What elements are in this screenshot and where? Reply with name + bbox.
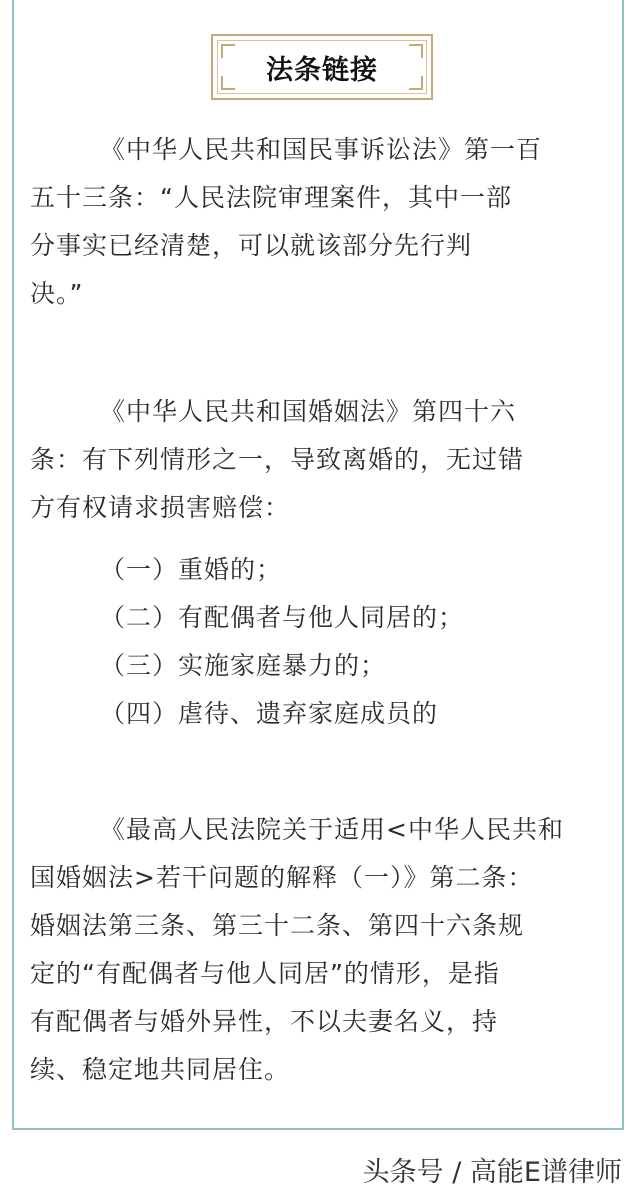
text-line: 条：有下列情形之一，导致离婚的，无过错 xyxy=(30,445,525,474)
marriage-law-items xyxy=(100,546,600,738)
list-item: （四）虐待、遗弃家庭成员的 xyxy=(100,699,439,728)
text-line: 有配偶者与婚外异性，不以夫妻名义，持 xyxy=(30,1007,499,1036)
text-line: 《中华人民共和国婚姻法》第四十六 xyxy=(100,397,517,426)
list-item: （一）重婚的； xyxy=(100,555,283,584)
paragraph-civil-procedure-law xyxy=(30,126,606,318)
paragraph-marriage-law xyxy=(30,388,606,532)
text-line: 婚姻法第三条、第三十二条、第四十六条规 xyxy=(30,911,525,940)
source-watermark: 头条号 / 高能E谱律师 xyxy=(362,1157,622,1188)
list-item: （二）有配偶者与他人同居的； xyxy=(100,603,465,632)
text-line: 定的“有配偶者与他人同居”的情形，是指 xyxy=(30,959,500,988)
text-line: 续、稳定地共同居住。 xyxy=(30,1055,291,1084)
paragraph-judicial-interpretation xyxy=(30,806,606,1094)
text-line: 方有权请求损害赔偿： xyxy=(30,493,291,522)
section-title-box xyxy=(211,34,433,100)
text-line: 分事实已经清楚，可以就该部分先行判 xyxy=(30,231,473,260)
text-line: 《中华人民共和国民事诉讼法》第一百 xyxy=(100,135,543,164)
text-line: 决。” xyxy=(30,279,84,308)
list-item: （三）实施家庭暴力的； xyxy=(100,651,387,680)
text-line: 《最高人民法院关于适用<中华人民共和 xyxy=(100,815,564,844)
text-line: 五十三条：“人民法院审理案件，其中一部 xyxy=(30,183,512,212)
section-title: 法条链接 xyxy=(266,54,378,86)
text-line: 国婚姻法>若干问题的解释（一）》第二条： xyxy=(30,863,534,892)
